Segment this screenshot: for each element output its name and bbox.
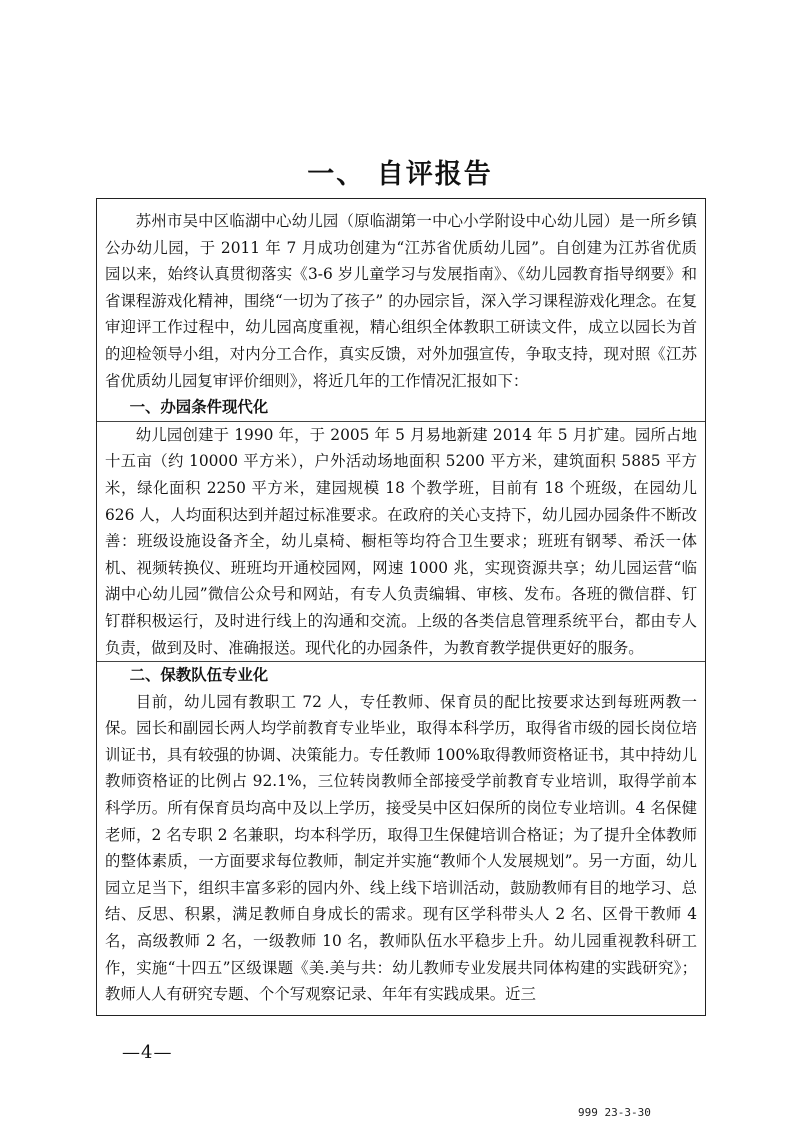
section-paragraph-1: 幼儿园创建于 1990 年，于 2005 年 5 月易地新建 2014 年 5 月扩建。园所占地十五亩（约 10000 平方米），户外活动场地面积 5200 平方米，建筑面积 5885 平方米，绿化面积 2250 平方米，建园规模 18 个教学班，目前有 18 个班级，在园幼儿 626 人，人均面积达到并超过标准要求。在政府的关心支持下，幼儿园办园条件不断改善：班级设施设备齐全，幼儿桌椅、橱柜等均符合卫生要求；班班有钢琴、希沃一体机、视频转换仪、班班均开通校园网，网速 1000 兆，实现资源共享；幼儿园运营“临湖中心幼儿园”微信公众号和网站，有专人负责编辑、审核、发布。各班的微信群、钉钉群积极运行，及时进行线上的沟通和交流。上级的各类信息管理系统平台，都由专人负责，做到及时、准确报送。现代化的办园条件，为教育教学提供更好的服务。 bbox=[105, 425, 697, 657]
section-paragraph-2: 目前，幼儿园有教职工 72 人，专任教师、保育员的配比按要求达到每班两教一保。园长和副园长两人均学前教育专业毕业，取得本科学历，取得省市级的园长岗位培训证书，具有较强的协调、决策能力。专任教师 100%取得教师资格证书，其中持幼儿教师资格证的比例占 92.1%，三位转岗教师全部接受学前教育专业培训，取得学前本科学历。所有保育员均高中及以上学历，接受吴中区妇保所的岗位专业培训。4 名保健老师，2 名专职 2 名兼职，均本科学历，取得卫生保健培训合格证；为了提升全体教师的整体素质，一方面要求每位教师，制定并实施“教师个人发展规划”。另一方面，幼儿园立足当下，组织丰富多彩的园内外、线上线下培训活动，鼓励教师有目的地学习、总结、反思、积累，满足教师自身成长的需求。现有区学科带头人 2 名、区骨干教师 4 名，高级教师 2 名，一级教师 10 名，教师队伍水平稳步上升。幼儿园重视教科研工作，实施“十四五”区级课题《美.美与共：幼儿教师专业发展共同体构建的实践研究》；教师人人有研究专题、个个写观察记录、年年有实践成果。近三 bbox=[105, 692, 697, 1004]
page-title: 一、 自评报告 bbox=[307, 159, 493, 190]
report-box bbox=[96, 198, 706, 1016]
section-heading-2: 二、保教队伍专业化 bbox=[129, 666, 269, 685]
intro-paragraph: 苏州市吴中区临湖中心幼儿园（原临湖第一中心小学附设中心幼儿园）是一所乡镇公办幼儿园，于 2011 年 7 月成功创建为“江苏省优质幼儿园”。自创建为江苏省优质园以来，始终认真贯彻落实《3-6 岁儿童学习与发展指南》、《幼儿园教育指导纲要》和省课程游戏化精神，围绕“一切为了孩子” 的办园宗旨，深入学习课程游戏化理念。在复审迎评工作过程中，幼儿园高度重视，精心组织全体教职工研读文件，成立以园长为首的迎检领导小组，对内分工合作，真实反馈，对外加强宣传，争取支持，现对照《江苏省优质幼儿园复审评价细则》，将近几年的工作情况汇报如下： bbox=[105, 212, 697, 390]
footer-stamp: 999 23-3-30 bbox=[578, 1106, 651, 1119]
section-heading-1: 一、办园条件现代化 bbox=[129, 398, 269, 417]
page-number: —4— bbox=[122, 1042, 173, 1063]
